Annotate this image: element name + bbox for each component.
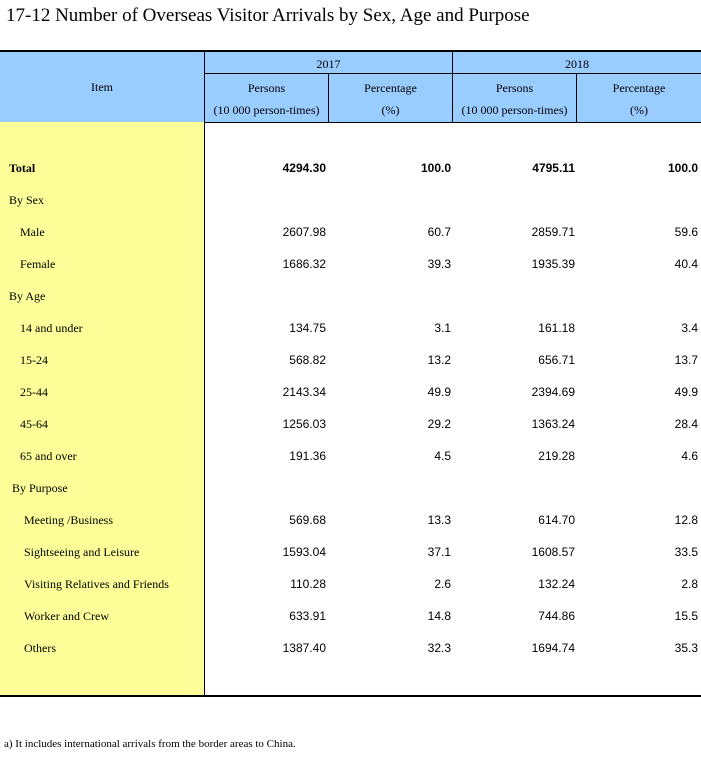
cell-percentage-2018: 3.4 bbox=[681, 321, 698, 335]
cell-percentage-2018: 15.5 bbox=[674, 609, 698, 623]
cell-percentage-2018: 35.3 bbox=[674, 641, 698, 655]
cell-percentage-2017: 32.3 bbox=[427, 641, 451, 655]
cell-percentage-2018: 59.6 bbox=[674, 225, 698, 239]
row-label: Male bbox=[20, 225, 45, 239]
cell-percentage-2018: 28.4 bbox=[674, 417, 698, 431]
row-label: By Age bbox=[9, 289, 46, 303]
cell-persons-2018: 656.71 bbox=[538, 353, 575, 367]
cell-persons-2017: 633.91 bbox=[289, 609, 326, 623]
row-label: By Purpose bbox=[12, 481, 68, 495]
cell-percentage-2018: 49.9 bbox=[674, 385, 698, 399]
cell-percentage-2017: 2.6 bbox=[434, 577, 451, 591]
cell-persons-2018: 614.70 bbox=[538, 513, 575, 527]
row-label: 15-24 bbox=[20, 353, 48, 367]
row-label: 65 and over bbox=[20, 449, 77, 463]
cell-percentage-2017: 13.2 bbox=[427, 353, 451, 367]
header-persons-unit-2017: (10 000 person-times) bbox=[213, 103, 320, 117]
cell-persons-2018: 1694.74 bbox=[531, 641, 575, 655]
cell-percentage-2017: 3.1 bbox=[434, 321, 451, 335]
cell-persons-2018: 161.18 bbox=[538, 321, 575, 335]
row-label: Total bbox=[9, 161, 36, 175]
table-row bbox=[0, 249, 701, 281]
cell-persons-2017: 568.82 bbox=[289, 353, 326, 367]
cell-persons-2017: 134.75 bbox=[289, 321, 326, 335]
header-percentage-2017: Percentage bbox=[364, 81, 417, 95]
table-row bbox=[0, 537, 701, 569]
cell-persons-2017: 569.68 bbox=[289, 513, 326, 527]
row-label: Meeting /Business bbox=[24, 513, 113, 527]
cell-persons-2017: 2143.34 bbox=[282, 385, 326, 399]
row-label: Worker and Crew bbox=[24, 609, 110, 623]
table-row bbox=[0, 633, 701, 665]
cell-percentage-2017: 60.7 bbox=[427, 225, 451, 239]
header-percentage-2018: Percentage bbox=[612, 81, 666, 95]
cell-persons-2017: 1256.03 bbox=[282, 417, 326, 431]
row-label: 14 and under bbox=[20, 321, 83, 335]
table-row bbox=[0, 505, 701, 537]
cell-percentage-2017: 4.5 bbox=[434, 449, 451, 463]
row-label: Sightseeing and Leisure bbox=[24, 545, 140, 559]
cell-persons-2017: 4294.30 bbox=[282, 161, 326, 175]
header-persons-2018: Persons bbox=[495, 81, 534, 95]
cell-persons-2018: 1608.57 bbox=[531, 545, 575, 559]
table-row bbox=[0, 601, 701, 633]
cell-percentage-2018: 2.8 bbox=[681, 577, 698, 591]
row-label: 25-44 bbox=[20, 385, 48, 399]
cell-persons-2018: 2394.69 bbox=[531, 385, 575, 399]
page-title: 17-12 Number of Overseas Visitor Arrivals by Sex, Age and Purpose bbox=[6, 5, 530, 26]
cell-persons-2017: 110.28 bbox=[290, 577, 326, 591]
cell-percentage-2018: 12.8 bbox=[674, 513, 698, 527]
row-label: Visiting Relatives and Friends bbox=[24, 577, 169, 591]
cell-percentage-2018: 40.4 bbox=[674, 257, 698, 271]
table-row bbox=[0, 217, 701, 249]
cell-persons-2017: 1593.04 bbox=[282, 545, 326, 559]
cell-percentage-2017: 39.3 bbox=[427, 257, 451, 271]
header-persons-unit-2018: (10 000 person-times) bbox=[461, 103, 568, 117]
header-item: Item bbox=[91, 80, 113, 94]
header-year-2017: 2017 bbox=[316, 57, 341, 71]
header-percentage-unit-2018: (%) bbox=[630, 103, 648, 117]
row-label: By Sex bbox=[9, 193, 45, 207]
cell-percentage-2017: 29.2 bbox=[427, 417, 451, 431]
cell-persons-2018: 2859.71 bbox=[531, 225, 575, 239]
table-row bbox=[0, 377, 701, 409]
table-row bbox=[0, 313, 701, 345]
cell-persons-2018: 4795.11 bbox=[532, 161, 575, 175]
cell-percentage-2017: 100.0 bbox=[420, 161, 451, 175]
header-persons-2017: Persons bbox=[247, 81, 286, 95]
cell-percentage-2017: 14.8 bbox=[427, 609, 451, 623]
header-year-2018: 2018 bbox=[565, 57, 589, 71]
cell-percentage-2018: 100.0 bbox=[667, 161, 698, 175]
cell-persons-2017: 2607.98 bbox=[282, 225, 326, 239]
row-label: 45-64 bbox=[20, 417, 48, 431]
header-year-rule bbox=[204, 73, 701, 74]
header-percentage-unit-2017: (%) bbox=[381, 103, 400, 117]
cell-persons-2017: 191.36 bbox=[289, 449, 326, 463]
bottom-rule bbox=[0, 695, 701, 697]
table-header bbox=[0, 52, 701, 123]
table-row bbox=[0, 473, 701, 505]
row-label: Female bbox=[20, 257, 56, 271]
cell-persons-2017: 1686.32 bbox=[282, 257, 326, 271]
footnote: a) It includes international arrivals from the border areas to China. bbox=[4, 738, 296, 750]
cell-persons-2017: 1387.40 bbox=[282, 641, 326, 655]
cell-persons-2018: 1363.24 bbox=[531, 417, 575, 431]
cell-percentage-2017: 49.9 bbox=[427, 385, 451, 399]
table-row bbox=[0, 409, 701, 441]
cell-persons-2018: 1935.39 bbox=[531, 257, 575, 271]
table-row bbox=[0, 569, 701, 601]
cell-persons-2018: 132.24 bbox=[538, 577, 575, 591]
row-label: Others bbox=[24, 641, 56, 655]
cell-percentage-2018: 4.6 bbox=[681, 449, 698, 463]
table-row bbox=[0, 281, 701, 313]
table-row bbox=[0, 185, 701, 217]
table-row bbox=[0, 441, 701, 473]
cell-persons-2018: 219.28 bbox=[538, 449, 575, 463]
cell-percentage-2018: 33.5 bbox=[674, 545, 698, 559]
cell-percentage-2018: 13.7 bbox=[674, 353, 698, 367]
cell-percentage-2017: 37.1 bbox=[427, 545, 451, 559]
table-row bbox=[0, 345, 701, 377]
cell-percentage-2017: 13.3 bbox=[427, 513, 451, 527]
cell-persons-2018: 744.86 bbox=[538, 609, 575, 623]
table-row bbox=[0, 153, 701, 185]
